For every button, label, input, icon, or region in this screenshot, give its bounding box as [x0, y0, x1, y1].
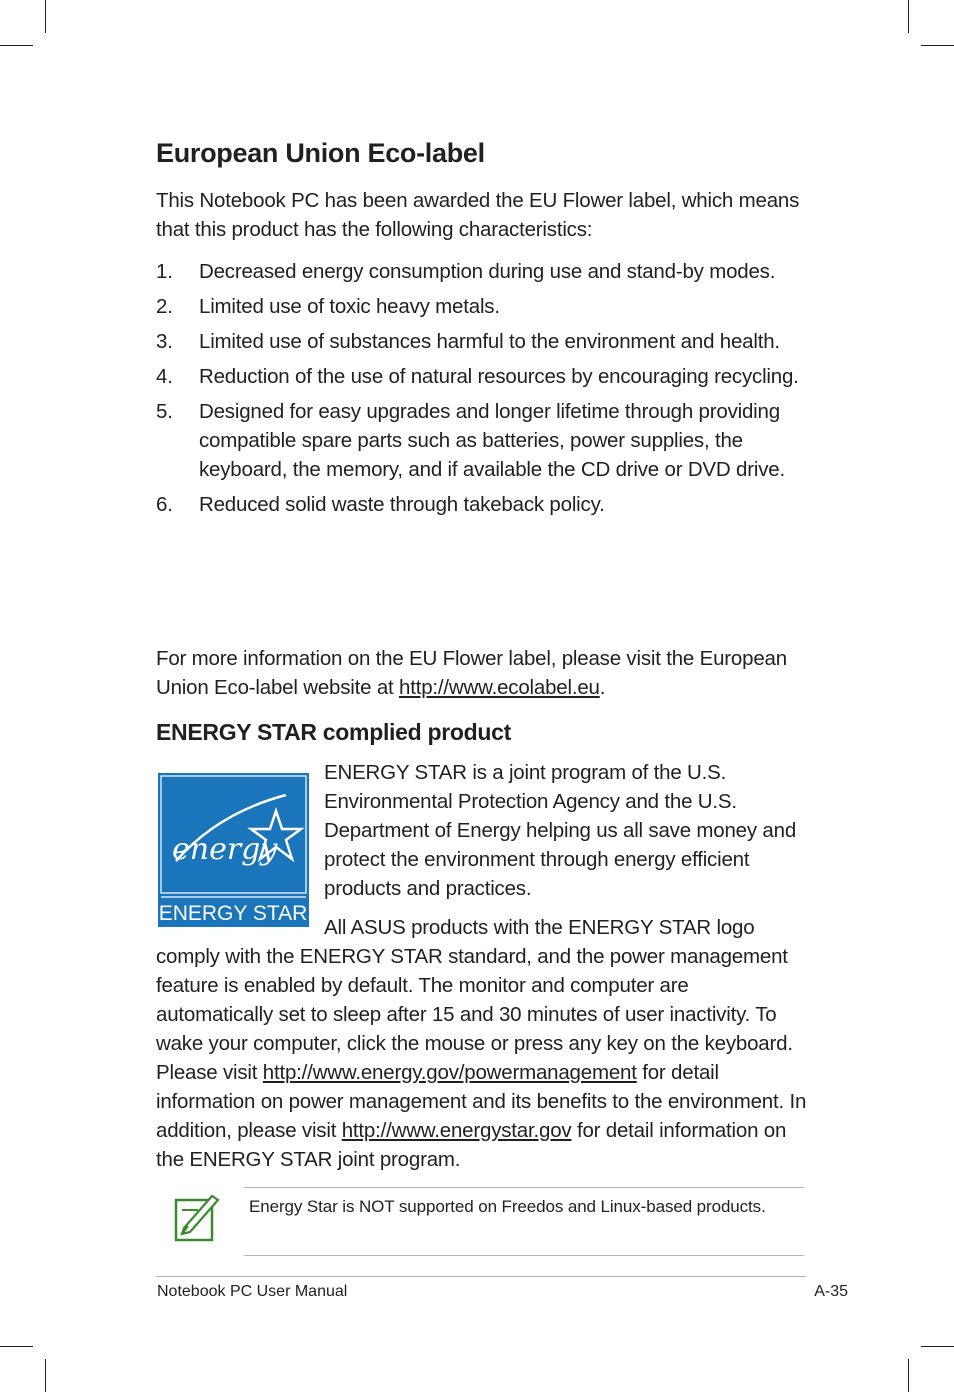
crop-mark — [908, 1359, 909, 1392]
energy-star-intro: ENERGY STAR is a joint program of the U.S. Environmental Protection Agency and the U.S. Department of Energy helping us all save money and protect the environment through energy efficient products and practices. — [324, 761, 797, 900]
eco-characteristics-list — [156, 257, 808, 525]
page-number: A-35 — [814, 1283, 848, 1300]
list-item: 2. Limited use of toxic heavy metals. — [156, 295, 500, 318]
energy-star-logo — [158, 773, 309, 927]
energy-star-logo-graphic — [158, 773, 309, 927]
crop-mark — [0, 1346, 33, 1347]
eco-more-info: For more information on the EU Flower label, please visit the European Union Eco-label website at http://www.ecolabel.eu. — [156, 647, 787, 699]
crop-mark — [921, 1346, 954, 1347]
eco-intro: This Notebook PC has been awarded the EU Flower label, which means that this product has the following characteristics: — [156, 189, 800, 241]
note-text: Energy Star is NOT supported on Freedos and Linux-based products. — [249, 1197, 766, 1216]
powermanagement-link[interactable]: http://www.energy.gov/powermanagement — [262, 1061, 637, 1084]
list-item: 5. Designed for easy upgrades and longer lifetime through providing compatible spare parts such as batteries, power supplies, the keyboard, the memory, and if available the CD drive or DVD drive. — [156, 400, 785, 481]
logo-script-text: energy — [172, 832, 278, 867]
logo-caption: ENERGY STAR — [158, 902, 308, 925]
crop-mark — [45, 0, 46, 33]
crop-mark — [908, 0, 909, 33]
energy-star-heading: ENERGY STAR complied product — [156, 719, 511, 745]
eco-label-heading: European Union Eco-label — [156, 138, 485, 168]
crop-mark — [45, 1359, 46, 1392]
energystar-link[interactable]: http://www.energystar.gov — [341, 1119, 572, 1142]
footer-divider — [156, 1276, 806, 1277]
crop-mark — [921, 45, 954, 46]
crop-mark — [0, 45, 33, 46]
list-item: 6. Reduced solid waste through takeback policy. — [156, 493, 605, 516]
energy-star-body: All ASUS products with the ENERGY STAR logo comply with the ENERGY STAR standard, and the power management feature is enabled by default. The monitor and computer are automatically set to sleep after 15 and 30 minutes of user inactivity. To wake your computer, click the mouse or press any key on the keyboard. Please visit http://www.energy.gov/powermanagement for detail information on power management and its benefits to the environment. In addition, please visit http://www.energystar.gov for detail information on the ENERGY STAR joint program. — [156, 916, 807, 1171]
note-pencil-icon — [174, 1192, 220, 1242]
footer-manual-title: Notebook PC User Manual — [157, 1283, 348, 1300]
list-item: 4. Reduction of the use of natural resources by encouraging recycling. — [156, 365, 799, 388]
ecolabel-link[interactable]: http://www.ecolabel.eu — [399, 676, 600, 699]
list-item: 1. Decreased energy consumption during use and stand-by modes. — [156, 260, 776, 283]
list-item: 3. Limited use of substances harmful to the environment and health. — [156, 330, 780, 353]
note-divider-top — [244, 1187, 804, 1188]
note-divider-bottom — [244, 1255, 804, 1256]
